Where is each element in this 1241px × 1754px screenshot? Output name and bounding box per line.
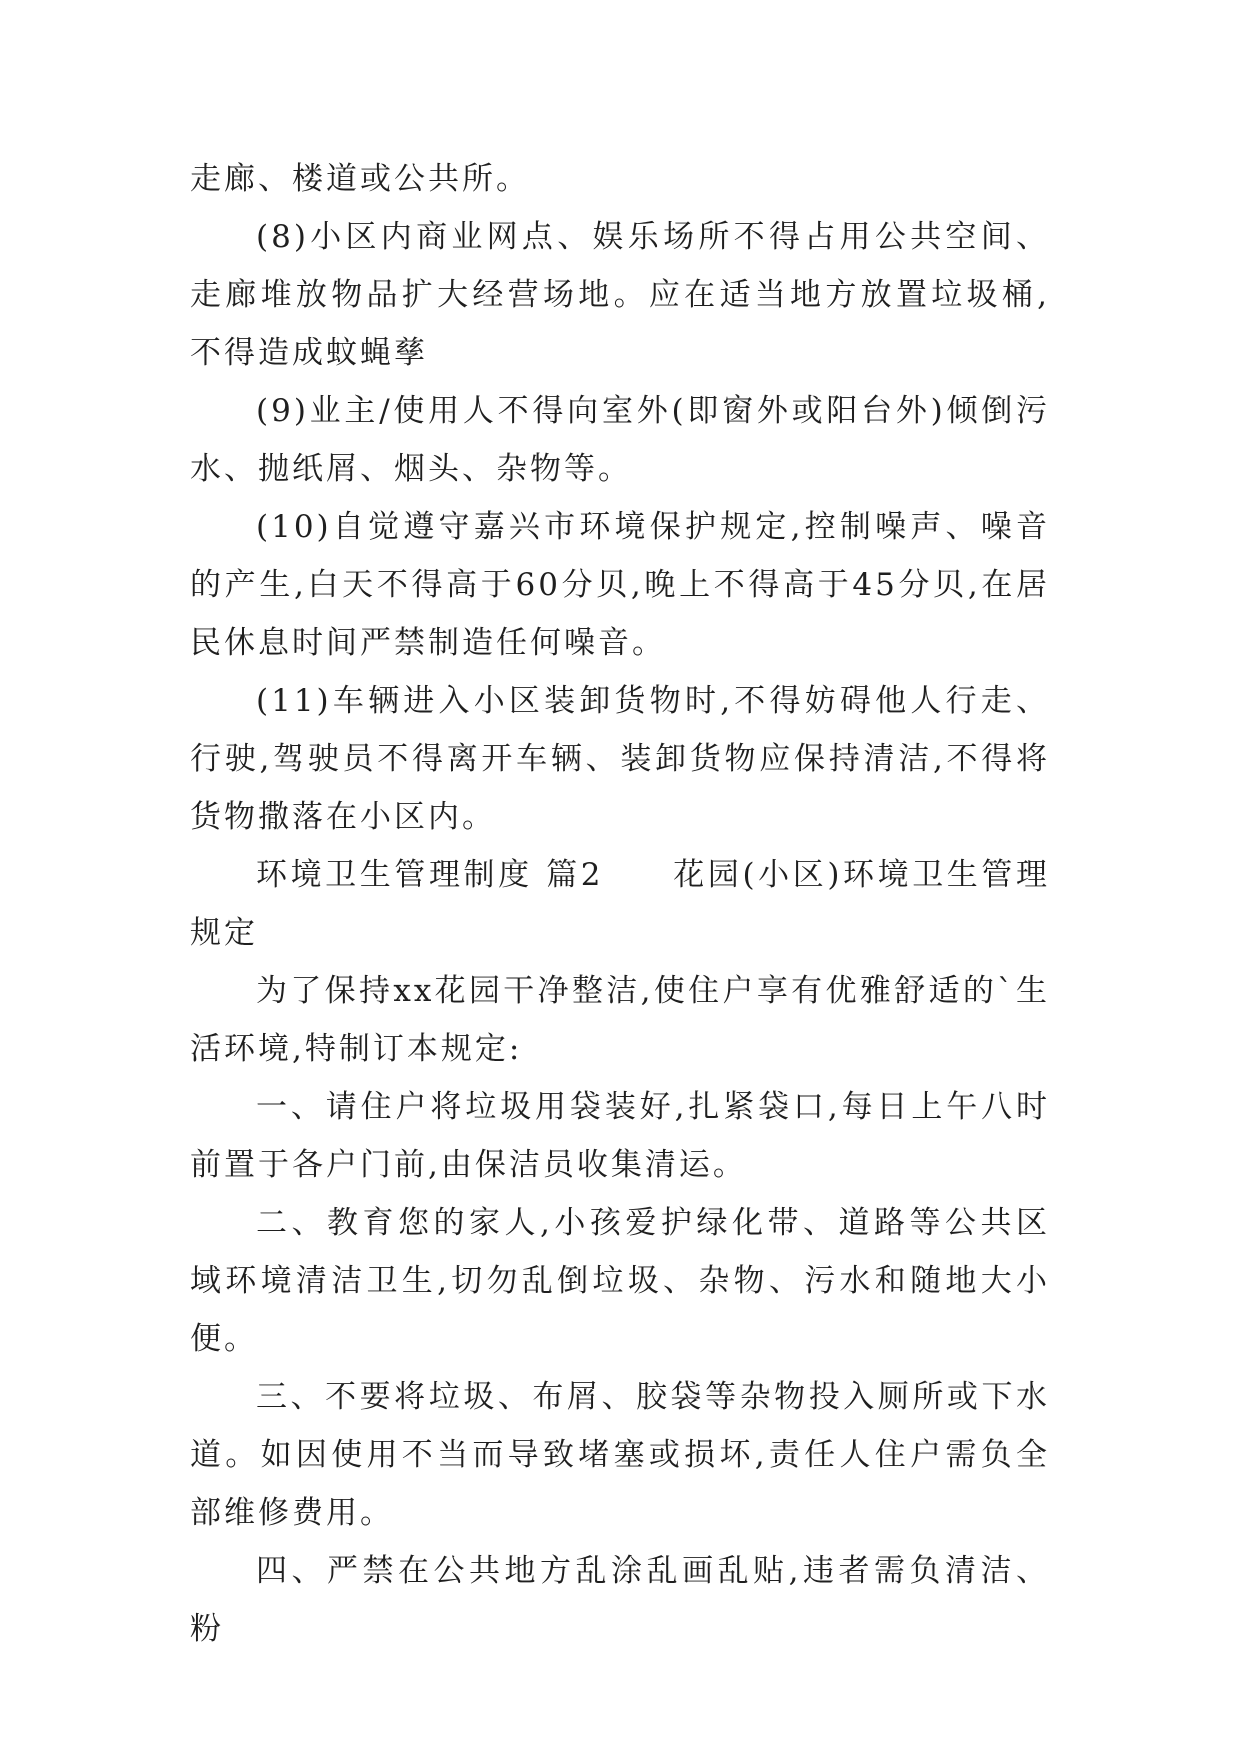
paragraph-item-10: (10)自觉遵守嘉兴市环境保护规定,控制噪声、噪音的产生,白天不得高于60分贝,晚上不得高于45分贝,在居民休息时间严禁制造任何噪音。: [190, 509, 1050, 661]
paragraph-item-9: (9)业主/使用人不得向室外(即窗外或阳台外)倾倒污水、抛纸屑、烟头、杂物等。: [190, 393, 1050, 487]
paragraph-item-11: (11)车辆进入小区装卸货物时,不得妨碍他人行走、行驶,驾驶员不得离开车辆、装卸货物应保持清洁,不得将货物撒落在小区内。: [190, 683, 1050, 835]
paragraph-rule-4: 四、严禁在公共地方乱涂乱画乱贴,违者需负清洁、粉: [190, 1553, 1050, 1647]
document-page: [190, 150, 1050, 1658]
paragraph-rule-1: 一、请住户将垃圾用袋装好,扎紧袋口,每日上午八时前置于各户门前,由保洁员收集清运。: [190, 1089, 1050, 1183]
paragraph-item-8: (8)小区内商业网点、娱乐场所不得占用公共空间、走廊堆放物品扩大经营场地。应在适当地方放置垃圾桶,不得造成蚊蝇孳: [190, 219, 1050, 371]
paragraph-rule-3: 三、不要将垃圾、布屑、胶袋等杂物投入厕所或下水道。如因使用不当而导致堵塞或损坏,责任人住户需负全部维修费用。: [190, 1379, 1050, 1531]
paragraph-continuation: 走廊、楼道或公共所。: [190, 161, 530, 197]
section-heading: 环境卫生管理制度 篇2 花园(小区)环境卫生管理规定: [190, 857, 1050, 951]
paragraph-intro: 为了保持xx花园干净整洁,使住户享有优雅舒适的`生活环境,特制订本规定:: [190, 973, 1050, 1067]
paragraph-rule-2: 二、教育您的家人,小孩爱护绿化带、道路等公共区域环境清洁卫生,切勿乱倒垃圾、杂物、污水和随地大小便。: [190, 1205, 1050, 1357]
